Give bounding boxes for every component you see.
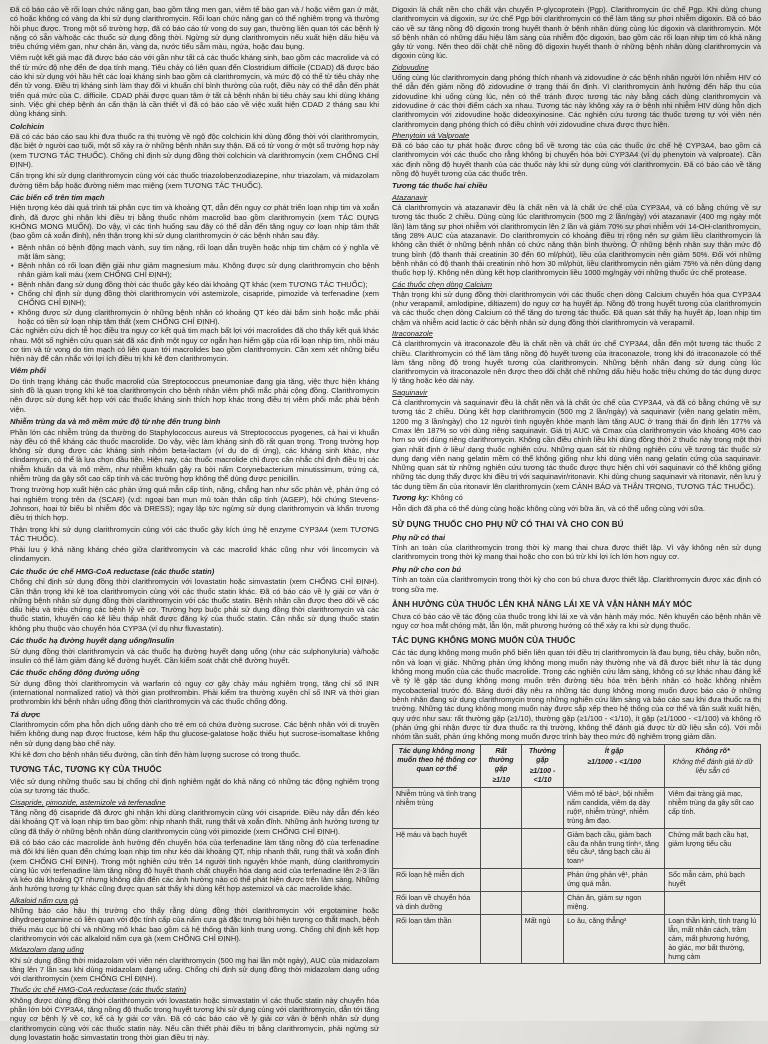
- header-frequency: ≥1/1000 - <1/100: [587, 758, 642, 767]
- paragraph: Sử dụng đồng thời clarithromycin và các thuốc hạ đường huyết dạng uống (như các sulphonyluria) và/hoặc insulin có thể làm giảm đáng kể đường huyết. Cần kiểm soát chặt chẽ đường huyết.: [10, 646, 379, 665]
- header-label: Thường gặp: [528, 747, 557, 765]
- table-header-cell: [481, 745, 521, 788]
- interaction-heading: Alkaloid nấm cựa gà: [10, 895, 79, 905]
- paragraph: Khi sử dụng đồng thời midazolam với viên nén clarithromycin (500 mg hai lần một ngày), AUC của midazolam tăng lên 7 lần sau khi dùng midazolam dạng uống. Chống chỉ định sử dụng đồng thời midazolam dạng uống với clarithromycin (xem CHỐNG CHỈ ĐỊNH).: [10, 955, 379, 984]
- paragraph: Đã có báo cáo về rối loạn chức năng gan, bao gồm tăng men gan, viêm tế bào gan và / hoặc viêm gan ứ mật, có hoặc không có vàng da khi sử dụng clarithromycin. Rối loạn chức năng gan có thể nghiêm trọng và thường hồi phục được. Trong một số trường hợp, đã có báo cáo tử vong do suy gan, thường liên quan tới các bệnh lý nặng có sẵn và/hoặc các thuốc sử dụng đồng thời. Ngừng sử dụng clarithromycin nếu xuất hiện dấu hiệu và triệu chứng viêm gan, như chán ăn, vàng da, nước tiểu sẫm màu, ngứa, hoặc đau bụng.: [10, 5, 379, 52]
- paragraph: Hiện tượng kéo dài quá trình tái phân cực tim và khoảng QT, dẫn đến nguy cơ phát triển loạn nhịp tim và xoắn đỉnh, đã được ghi nhận khi điều trị bằng thuốc nhóm macrolid bao gồm clarithromycin (xem TÁC DỤNG KHÔNG MONG MUỐN). Do vậy, vì các tình huống sau đây có thể dẫn đến tăng nguy cơ loạn nhịp tâm thất (bao gồm cả xoắn đỉnh), nên thận trọng khi sử dụng clarithromycin ở các bệnh nhân sau đây.: [10, 203, 379, 241]
- bullet-item: • Bệnh nhân có bệnh động mạch vành, suy tim nặng, rối loạn dẫn truyền hoặc nhịp tim chậm có ý nghĩa về mặt lâm sàng;: [10, 243, 379, 262]
- subsection-heading: Nhiễm trùng da và mô mềm mức độ từ nhẹ đến trung bình: [10, 417, 221, 427]
- header-frequency: ≥1/100 - <1/10: [529, 767, 556, 785]
- subsection-heading: Tá dược: [10, 709, 41, 719]
- table-cell: [481, 869, 521, 892]
- subsection-heading: Các thuốc ức chế HMG-CoA reductase (các thuốc statin): [10, 566, 215, 576]
- table-cell: Giảm bạch cầu, giảm bạch cầu đa nhân trung tính⁴, tăng tiểu cầu³, tăng bạch cầu ái toan⁴: [564, 828, 665, 869]
- paragraph: Đã có các báo cáo sau khi đưa thuốc ra thị trường về ngộ độc colchicin khi dùng đồng thời với clarithromycin, đặc biệt ở người cao tuổi, một số xảy ra ở những bệnh nhân suy thận. Đã có tử vong ở một số trường hợp này (xem TƯƠNG TÁC THUỐC). Chống chỉ định sử dụng đồng thời colchicin và clarithromycin (xem CHỐNG CHỈ ĐỊNH).: [10, 132, 379, 169]
- paragraph: Tính an toàn của clarithromycin trong thời kỳ mang thai chưa được thiết lập. Vì vậy không nên sử dụng clarithromycin trong thời kỳ mang thai hoặc cho con bú trừ khi lợi ích lớn hơn nguy cơ.: [392, 543, 761, 562]
- interaction-heading: Atazanavir: [392, 192, 428, 202]
- table-cell: Rối loạn tâm thần: [393, 914, 481, 964]
- table-cell: Sốc mẫn cảm, phù bạch huyết: [665, 869, 761, 892]
- paragraph: Khi kê đơn cho bệnh nhân tiểu đường, cần tính đến hàm lượng sucrose có trong thuốc.: [10, 749, 301, 759]
- paragraph: Chống chỉ định sử dụng đồng thời clarithromycin với lovastatin hoặc simvastatin (xem CHỐNG CHỈ ĐỊNH). Cần thận trọng khi kê toa clarithromycin cùng với các thuốc statin khác. Đã có báo cáo về ly giải cơ vân ở những bệnh nhân sử dụng đồng thời clarithromycin với các thuốc statin. Bệnh nhân cần được theo dõi về các dấu hiệu và triệu chứng các bệnh lý về cơ. Trường hợp buộc phải sử dụng đồng thời clarithromycin và các thuốc statin, khuyến cáo kê liều thấp nhất được đăng ký của thuốc statin. Cân nhắc sử dụng thuốc statin không phụ thuộc vào chuyển hóa CYP3A (ví dụ như fluvastatin).: [10, 577, 379, 633]
- header-frequency: ≥1/10: [492, 776, 510, 785]
- table-cell: Lo âu, căng thẳng³: [564, 914, 665, 964]
- table-cell: [481, 828, 521, 869]
- header-label: Tác dụng không mong muốn theo hệ thống cơ quan cơ thể: [397, 747, 477, 774]
- paragraph: Việc sử dụng những thuốc sau bị chống chỉ định nghiêm ngặt do khả năng có những tác động nghiêm trọng của sự tương tác thuốc.: [10, 777, 379, 796]
- section-heading: TÁC DỤNG KHÔNG MONG MUỐN CỦA THUỐC: [392, 636, 576, 646]
- table-cell: [521, 869, 563, 892]
- paragraph: Tính an toàn của clarithromycin trong thời kỳ cho con bú chưa được thiết lập. Clarithromycin được xác định có trong sữa mẹ.: [392, 575, 761, 594]
- paragraph: Cả clarithromycin và saquinavir đều là chất nền và là chất ức chế của CYP3A4, và đã có bằng chứng về sự tương tác 2 chiều. Dùng kết hợp clarithromycin (500 mg 2 lần/ngày) và saquinavir (viên nang gelatin mềm, 1200 mg 3 lần/ngày) cho 12 người tình nguyện khỏe mạnh làm tăng AUC ở trạng thái ổn định lên 177% và Cmax lên 187% so với dùng riêng saquinavir. Giá trị AUC và Cmax của clarithromycin vào khoảng 40% cao hơn so với dùng riêng clarithromycin. Không cần điều chỉnh liều khi dùng đồng thời 2 thuốc này trong một thời gian nhất định ở liều/ dạng thuốc nghiên cứu. Những quan sát từ những nghiên cứu về tương tác thuốc sử dụng dạng viên nang gelatin mềm có thể không giống như khi dùng viên nang gelatin cứng của saquinavir. Những quan sát từ những nghiên cứu tương tác thuốc được thực hiện chỉ với saquinavir có thể không giống những tác dụng thấy được khi điều trị với saquinavir/ritonavir. Khi dùng chung saquinavir và ritonavir, nên lưu ý tác dụng tiềm ẩn của ritonavir lên clarithromycin (xem CẢNH BÁO và THẬN TRỌNG, TƯƠNG TÁC THUỐC).: [392, 398, 761, 491]
- paragraph: Cả clarithromycin và itraconazole đều là chất nền và chất ức chế CYP3A4, dẫn đến một tương tác thuốc 2 chiều. Clarithromycin có thể làm tăng nồng độ huyết tương của itraconazole, trong khi đó itraconazole có thể làm tăng nồng độ trong huyết tương của clarithromycin. Những bệnh nhân đang sử dụng cùng lúc clarithromycin và itraconazole nên được theo dõi chặt chẽ những dấu hiệu hoặc triệu chứng do tác dụng dược lý tăng hoặc kéo dài này.: [392, 339, 761, 386]
- interaction-heading: Midazolam dạng uống: [10, 945, 84, 955]
- paragraph: Cẩn trọng khi sử dụng clarithromycin cùng với các thuốc triazolobenzodiazepine, như triazolam, và midazolam đường tiêm bắp hoặc đường niêm mạc miệng (xem TƯƠNG TÁC THUỐC).: [10, 171, 379, 190]
- table-cell: Rối loạn về chuyển hóa và dinh dưỡng: [393, 892, 481, 915]
- interaction-heading: Thuốc ức chế HMG-CoA reductase (các thuốc statin): [10, 985, 187, 995]
- table-cell: [521, 828, 563, 869]
- interaction-heading: Các thuốc chẹn dòng Calcium: [392, 279, 493, 289]
- right-column: [392, 5, 761, 1044]
- subsection-heading: Phụ nữ có thai: [392, 532, 446, 542]
- section-heading: SỬ DỤNG THUỐC CHO PHỤ NỮ CÓ THAI VÀ CHO CON BÚ: [392, 519, 624, 529]
- interaction-heading: Cisapride, pimozide, astemizole và terfenadine: [10, 797, 166, 807]
- table-cell: [481, 892, 521, 915]
- table-cell: Nhiễm trùng và tình trạng nhiễm trùng: [393, 788, 481, 829]
- paragraph: Không được dùng đồng thời clarithromycin với lovastatin hoặc simvastatin vì các thuốc statin này chuyển hóa phần lớn bởi CYP3A4, tăng nồng độ thuốc trong huyết tương khi sử dụng cùng với clarithromycin, dẫn tới tăng nguy cơ bệnh lý về cơ, kể cả ly giải cơ vân. Đã có các báo cáo về ly giải cơ vân ở bệnh nhân sử dụng clarithromycin cùng với các thuốc statin này. Nếu cần thiết phải điều trị bằng clarithromycin, phải ngừng sử dụng lovastatin hoặc simvastatin trong thời gian điều trị này.: [10, 995, 379, 1042]
- section-heading: TƯƠNG TÁC, TƯƠNG KỴ CỦA THUỐC: [10, 765, 162, 775]
- paragraph: Những báo cáo hậu thị trường cho thấy rằng dùng đồng thời clarithromycin với ergotamine hoặc dihydroergotamine có liên quan với độc tính cấp của nấm cựa gà đặc trưng bởi hiện tượng co thắt mạch, bệnh thiếu máu cục bộ chi và những mô khác bao gồm cả hệ thống thần kinh trung ương. Chống chỉ định kết hợp clarithromycin với các alkaloid nấm cựa gà (xem CHỐNG CHỈ ĐỊNH).: [10, 906, 379, 943]
- paragraph: Trong trường hợp xuất hiện các phản ứng quá mẫn cấp tính, nặng, chẳng hạn như sốc phản vệ, phản ứng có hại nghiêm trọng trên da (SCAR) (v.d: ngoại ban mụn mủ toàn thân cấp tính (AGEP), hội chứng Stevens-Johnson, hoại tử biểu bì nhiễm độc và DRESS); ngay lập tức ngừng sử dụng clarithromycin và khẩn trương điều trị thích hợp.: [10, 485, 379, 523]
- paragraph: Đã có báo cáo các macrolide ảnh hưởng đến chuyển hóa của terfenadine làm tăng nồng độ của terfenadine mà đôi khi liên quan đến chứng loạn nhịp tim như kéo dài khoảng QT, nhịp nhanh thất, rung thất và xoắn đỉnh (xem CHỐNG CHỈ ĐỊNH). Trong một nghiên cứu trên 14 người tình nguyện khỏe mạnh, dùng clarithromycin cùng lúc với terfenadine làm tăng nồng độ huyết thanh chất chuyển hóa dạng acid của terfenadine lên 2-3 lần và kéo dài khoảng QT nhưng không dẫn đến các ảnh hưởng nào có thể phát hiện được trên lâm sàng. Những ảnh hưởng tương tự khác cũng được quan sát thấy khi dùng kết hợp astemizol và các macrolide khác.: [10, 837, 379, 894]
- subsection-heading: Phụ nữ cho con bú: [392, 564, 462, 574]
- table-cell: Phản ứng phản vệ¹, phản ứng quá mẫn.: [564, 869, 665, 892]
- paragraph: Thận trọng khi sử dụng clarithromycin cùng với các thuốc gây kích ứng hệ enzyme CYP3A4 (xem TƯƠNG TÁC THUỐC).: [10, 524, 379, 543]
- table-header-cell: [564, 745, 665, 788]
- table-header-cell: [393, 745, 481, 788]
- paragraph: Sử dụng đồng thời clarithromycin và warfarin có nguy cơ gây chảy máu nghiêm trọng, tăng chỉ số INR (international normalized ratio) và thời gian prothrombin. Phải kiểm tra thường xuyên chỉ số INR và thời gian prothrombin khi bệnh nhân uống đồng thời clarithromycin và các thuốc chống đông.: [10, 678, 379, 707]
- table-header-cell: [521, 745, 563, 788]
- table-row: [393, 892, 761, 915]
- paragraph: Phải lưu ý khả năng kháng chéo giữa clarithromycin và các macrolid khác cũng như với lincomycin và clindamycin.: [10, 545, 379, 564]
- section-heading: ẢNH HƯỞNG CỦA THUỐC LÊN KHẢ NĂNG LÁI XE VÀ VẬN HÀNH MÁY MÓC: [392, 599, 693, 609]
- subsection-heading: Viêm phổi: [10, 366, 47, 376]
- paragraph-lead: Tương kỵ:: [392, 493, 430, 503]
- paragraph: Hỗn dịch đã pha có thể dùng cùng hoặc không cùng với bữa ăn, và có thể uống cùng với sữa.: [392, 504, 706, 514]
- table-row: [393, 828, 761, 869]
- subsection-heading: Colchicin: [10, 121, 45, 131]
- table-row: [393, 788, 761, 829]
- adr-table: [392, 744, 761, 964]
- table-cell: Hệ máu và bạch huyết: [393, 828, 481, 869]
- header-label: Ít gặp: [604, 747, 624, 756]
- table-cell: Rối loạn hệ miễn dịch: [393, 869, 481, 892]
- paragraph: [392, 493, 761, 502]
- table-cell: [521, 788, 563, 829]
- paragraph: Chưa có báo cáo về tác động của thuốc trong khi lái xe và vận hành máy móc. Nên khuyến cáo bệnh nhân về nguy cơ hoa mắt chóng mặt, lẫn lộn, mất phương hướng có thể xảy ra khi sử dụng thuốc.: [392, 611, 761, 631]
- paragraph: Clarithromycin cốm pha hỗn dịch uống dành cho trẻ em có chứa đường sucrose. Các bệnh nhân với di truyền hiếm không dung nạp được fructose, kém hấp thu glucose-galatose hoặc thiếu hụt sucrose-isomaltase không nên sử dụng dạng bào chế này.: [10, 720, 379, 748]
- paragraph: Đã có báo cáo tự phát hoặc được công bố về tương tác của các thuốc ức chế hệ CYP3A4, bao gồm cả clarithromycin với các thuốc cho rằng không bị chuyển hóa bởi CYP3A4 (ví dụ phenytoin và valproate). Cần xác định nồng độ huyết thanh của các thuốc này khi sử dụng cùng với clarithromycin. Đã có báo cáo về tăng nồng độ huyết tương của các thuốc trên.: [392, 141, 761, 179]
- table-row: [393, 914, 761, 964]
- table-cell: Mất ngủ: [521, 914, 563, 964]
- table-header-row: [393, 745, 761, 788]
- paragraph: Thận trọng khi sử dụng đồng thời clarithromycin với các thuốc chẹn dòng Calcium chuyển hóa qua CYP3A4 (như verapamil, amlodipine, diltiazem) do nguy cơ hạ huyết áp. Nồng độ trong huyết tương của clarithromycin và các thuốc chẹn dòng Calcium có thể tăng do tương tác thuốc. Đã quan sát thấy hạ huyết áp, loạn nhịp tim chậm và nhiễm acid lactic ở các bệnh nhân sử dụng đồng thời clarithromycin và verapamil.: [392, 289, 761, 327]
- table-cell: Loạn thần kinh, tình trạng lú lẫn, mất nhân cách, trầm cảm, mất phương hướng, ảo giác, mơ bất thường, hưng cảm: [665, 914, 761, 964]
- subsection-heading: Các biến cố trên tim mạch: [10, 192, 105, 202]
- interaction-heading: Zidovudine: [392, 62, 429, 72]
- subsection-heading: Các thuốc chống đông đường uống: [10, 668, 140, 678]
- interaction-heading: Phenytoin và Valproate: [392, 130, 470, 140]
- paragraph: Digoxin là chất nền cho chất vận chuyển P-glycoprotein (Pgp). Clarithromycin ức chế Pgp. Khi dùng chung clarithromycin và digoxin, sự ức chế Pgp bởi clarithromycin có thể làm tăng sự phơi nhiễm digoxin. Đã có báo cáo về sự tăng nồng độ digoxin trong huyết thanh ở bệnh nhân dùng cùng lúc digoxin và clarithromycin. Một số bệnh nhân có những dấu hiệu lâm sàng của nhiễm độc digoxin, bao gồm các rối loạn nhịp tim có khả năng gây tử vong. Nên theo dõi chặt chẽ nồng độ digoxin huyết thanh ở những bệnh nhân dùng clarithromycin và digoxin cùng lúc.: [392, 5, 761, 61]
- table-row: [393, 869, 761, 892]
- header-frequency: Không thể đánh giá từ dữ liệu sẵn có: [672, 758, 753, 776]
- table-cell: [481, 914, 521, 964]
- left-column: [10, 5, 379, 1044]
- bullet-item: • Không được sử dụng clarithromycin ở những bệnh nhân có khoảng QT kéo dài bẩm sinh hoặc mắc phải hoặc có tiền sử loạn nhịp tâm thất (xem CHỐNG CHỈ ĐỊNH).: [10, 308, 379, 327]
- paragraph: Phần lớn các nhiễm trùng da thường do Staphylococcus aureus và Streptococcus pyogenes, cả hai vi khuẩn này đều có thể kháng các thuốc macrolide. Do vậy, việc làm kháng sinh đồ rất quan trọng. Trong trường hợp không sử dụng được các kháng sinh nhóm beta-lactam (ví dụ do dị ứng), các kháng sinh khác, như clindamycin, có thể là lựa chọn đầu tiên. Hiện nay, các thuốc macrolide chỉ được cân nhắc chỉ định điều trị các nhiễm khuẩn da và mô mềm, như nhiễm khuẩn gây ra bởi nấm Corynebacterium minutissimum, trứng cá, nhiễm trùng da gây sốt cao cấp tính và các trường hợp không thể dùng được penicillin.: [10, 427, 379, 484]
- bullet-item: • Bệnh nhân có rối loạn điện giải như giảm magnesium máu. Không được sử dụng clarithromycin cho bệnh nhân giảm kali máu (xem CHỐNG CHỈ ĐỊNH);: [10, 261, 379, 280]
- bullet-item: • Bệnh nhân đang sử dụng đồng thời các thuốc gây kéo dài khoảng QT khác (xem TƯƠNG TÁC THUỐC);: [10, 280, 379, 289]
- table-cell: [521, 892, 563, 915]
- paragraph: Uống cùng lúc clarithromycin dạng phóng thích nhanh và zidovudine ở các bệnh nhân người lớn nhiễm HIV có thể dẫn đến giảm nồng độ zidovudine ở trạng thái ổn định. Vì clarithromycin ảnh hưởng đến hấp thu của zidovudine khi uống cùng lúc, nên có thể tránh được tương tác này bằng cách dùng clarithromycin và zidovudine ở các thời điểm cách xa nhau. Tương tác này không xảy ra ở bệnh nhi nhiễm HIV dùng hỗn dịch clarithromycin với zidovudine hoặc dideoxyinosine. Các nghiên cứu tương tác thuốc tương tự với viên nén clarithromycin dạng phóng thích có điều chỉnh với zidovudine chưa được thực hiện.: [392, 73, 761, 129]
- interaction-heading: Itraconazole: [392, 329, 433, 338]
- header-label: Rất thường gặp: [488, 747, 514, 774]
- table-cell: [481, 788, 521, 829]
- paragraph: Các nghiên cứu dịch tễ học điều tra nguy cơ kết quả tim mạch bất lợi với macrolides đã cho thấy kết quả khác nhau. Một số nghiên cứu quan sát đã xác định một nguy cơ ngắn hạn hiếm gặp của rối loạn nhịp tim, nhồi máu cơ tim và tử vong do tim mạch có liên quan tới macrolides bao gồm clarithromycin. Cần xem xét những biểu hiện này để cân nhắc với lợi ích điều trị khi kê đơn clarithromycin.: [10, 326, 379, 364]
- table-cell: Chứng mất bạch cầu hạt, giảm lượng tiểu cầu: [665, 828, 761, 869]
- header-label: Không rõ*: [695, 747, 730, 756]
- subsection-heading: Tương tác thuốc hai chiều: [392, 181, 488, 191]
- paragraph: Cả clarithromycin và atazanavir đều là chất nền và là chất ức chế của CYP3A4, và có bằng chứng về sự tương tác thuốc 2 chiều. Dùng cùng lúc clarithromycin (500 mg 2 lần/ngày) với atazanavir (400 mg ngày một lần) làm tăng sự phơi nhiễm với clarithromycin lên 2 lần và giảm 70% sự phơi nhiễm với 14-OH-clarithromycin, tăng 28% AUC của atazanavir. Do clarithromycin có khoảng điều trị rộng nên sự giảm liều clarithromycin là không cần thiết ở những bệnh nhân có chức năng thận bình thường. Ở những bệnh nhân suy thận mức độ trung bình (độ thanh thải creatinin 30 đến 60 ml/phút), liều của clarithromycin nên giảm 50%. Đối với những bệnh nhân có độ thanh thải creatinin nhỏ hơn 30 ml/phút, liều clarithromycin nên giảm 75% và nên dùng dạng thuốc hợp lý. Không nên dùng kết hợp clarithromycin liều 1000 mg/ngày với những thuốc ức chế protease.: [392, 203, 761, 278]
- table-cell: Viêm mô tế bào¹, bội nhiễm nấm candida, viêm dạ dày ruột², nhiễm trùng³, nhiễm trùng âm đạo.: [564, 788, 665, 829]
- paragraph: Do tình trạng kháng các thuốc macrolid của Streptococcus pneumoniae đang gia tăng, việc thực hiện kháng sinh đồ là quan trọng khi kê toa clarithromycin cho bệnh nhân viêm phổi mắc phải cộng đồng. Clarithromycin nên được sử dụng kết hợp với các thuốc kháng sinh thích hợp khác trong điều trị viêm phổi mắc phải bệnh viện.: [10, 376, 379, 414]
- paragraph: Tăng nồng độ cisapride đã được ghi nhận khi dùng clarithromycin cùng với cisapride. Điều này dẫn đến kéo dài khoảng QT và loạn nhịp tim bao gồm: nhịp nhanh thất, rung thất và xoắn đĩnh. Những ảnh hưởng tương tự cũng đã thấy ở những bệnh nhân dùng clarithromycin cùng với pimozide (xem CHỐNG CHỈ ĐỊNH).: [10, 808, 379, 836]
- table-cell: Chán ăn, giảm sự ngon miệng.: [564, 892, 665, 915]
- bullet-item: • Chống chỉ định sử dụng đồng thời clarithromycin với astemizole, cisapride, pimozide và terfenadine (xem CHỐNG CHỈ ĐỊNH);: [10, 289, 379, 308]
- table-cell: [665, 892, 761, 915]
- paragraph: Viêm ruột kết giả mạc đã được báo cáo với gần như tất cả các thuốc kháng sinh, bao gồm các macrolide và có thể từ mức độ nhẹ đến đe dọa tính mạng. Tiêu chảy có liên quan đến Clostridium difficile (CDAD) đã được báo cáo khi sử dụng với hầu hết các loại kháng sinh bao gồm cả clarithromycin, và mức độ có thể từ tiêu chảy nhẹ đến tử vong. Điều trị kháng sinh làm thay đổi vi khuẩn chí bình thường của ruột, điều này có thể dẫn đến phát triển quá mức của C. difficile. CDAD phải được quan tâm ở tất cả bệnh nhân bị tiêu chảy sau khi dùng kháng sinh. Việc ghi chép bệnh án cẩn thận là cần thiết vì đã có báo cáo về việc xuất hiện CDAD 2 tháng sau khi dùng kháng sinh.: [10, 53, 379, 119]
- interaction-heading: Saquinavir: [392, 387, 428, 397]
- table-cell: Viêm đại tràng giả mạc, nhiễm trùng da gây sốt cao cấp tính.: [665, 788, 761, 829]
- paragraph: Các tác dụng không mong muốn phổ biến liên quan tới điều trị clarithromycin là đau bụng, tiêu chảy, buồn nôn, nôn và loạn vị giác. Những phản ứng không mong muốn này thường nhẹ và đã được biết như là tác dụng không mong muốn của các thuốc macrolide. Trong các nghiên cứu lâm sàng, không có sự khác nhau đáng kể về tỷ lệ gặp tác dụng không mong muốn trên đường tiêu hóa trên bệnh nhân có hoặc không nhiễm mycobacterial trước đó. Bảng dưới đây nêu ra những tác dụng không mong muốn được báo cáo ở những bệnh nhân đang sử dụng clarithromycin trong những nghiên cứu lâm sàng và báo cáo sau khi đưa thuốc ra thị trường. Những tác dụng không mong muốn này được sắp xếp theo hệ thống của cơ thể và tần suất xuất hiện, quy ước như sau: rất thường gặp (≥1/10), thường gặp (≥1/100 - <1/10), ít gặp (≥1/1000 - <1/100) và không rõ (phản ứng ghi nhận được từ đưa thuốc ra thị trường, không thể đánh giá được từ dữ liệu sẵn có). Với mỗi nhóm tần suất, phản ứng không mong muốn được trình bày theo mức độ nghiêm trọng giảm dần.: [392, 648, 761, 742]
- subsection-heading: Các thuốc hạ đường huyết dạng uống/Insulin: [10, 636, 175, 646]
- paragraph-text: Không có: [429, 493, 463, 503]
- table-header-cell: [665, 745, 761, 788]
